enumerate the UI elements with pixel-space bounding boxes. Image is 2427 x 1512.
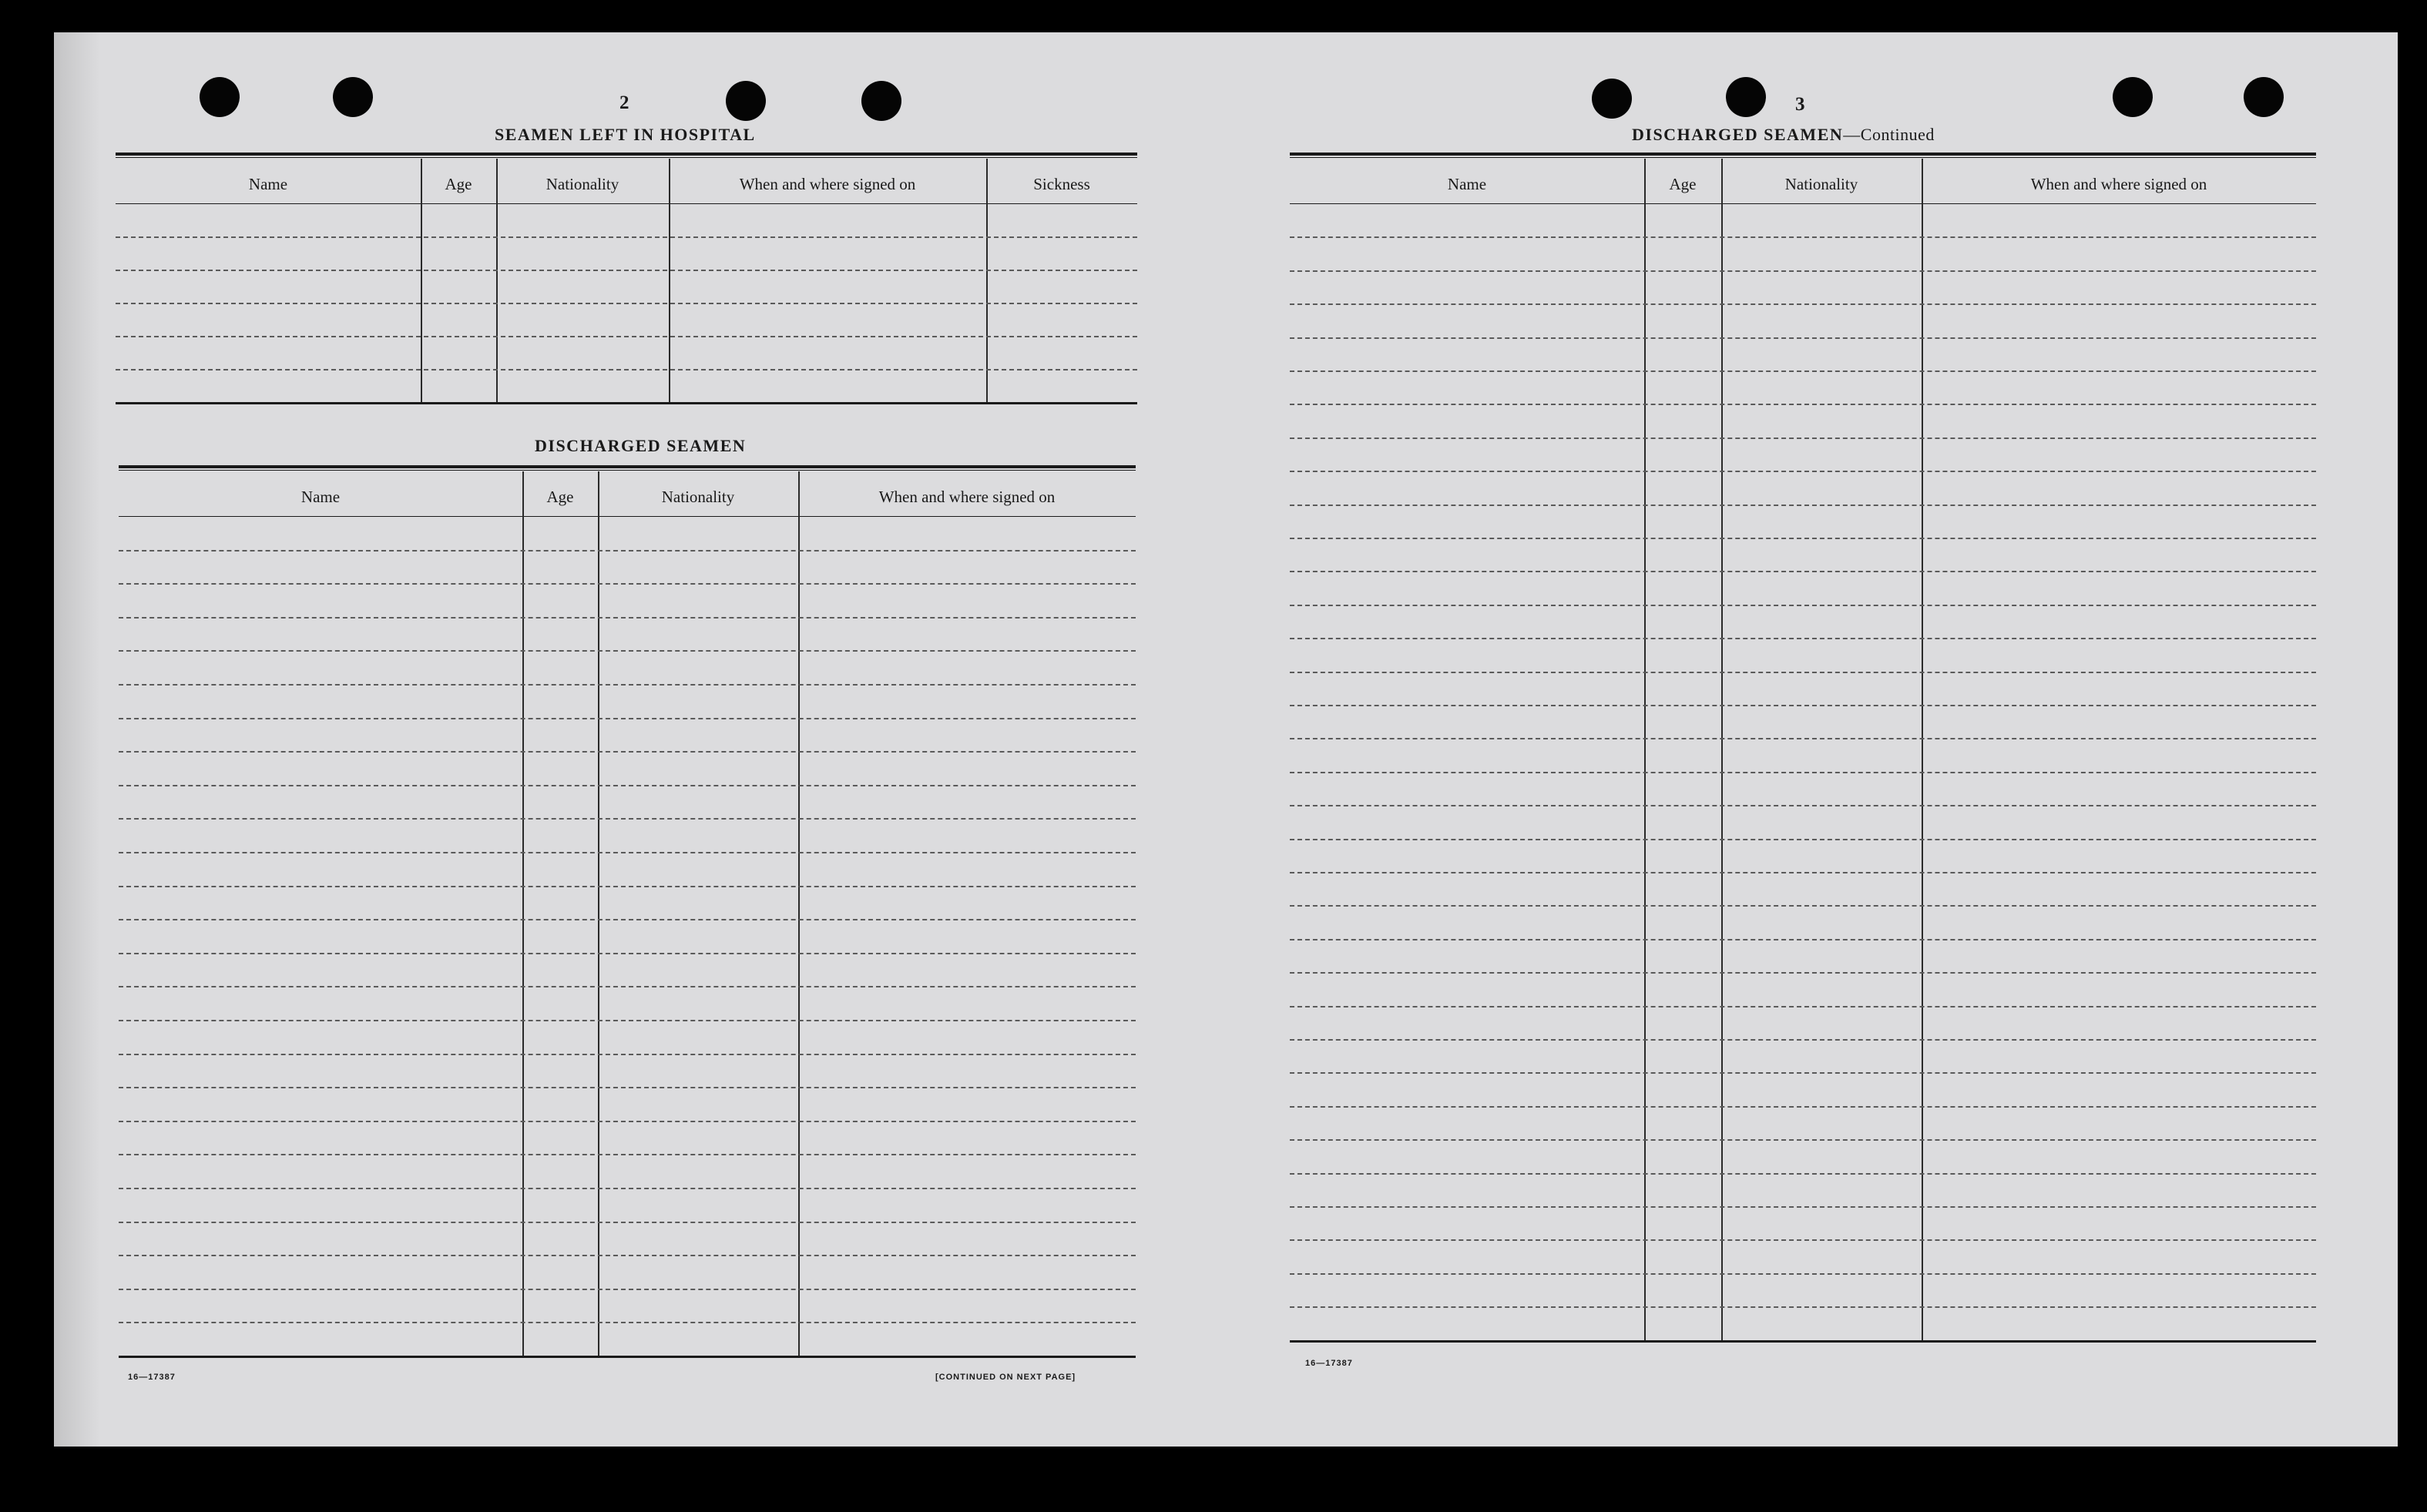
row-line (119, 718, 1136, 719)
row-line (1290, 972, 2316, 974)
row-line (119, 550, 1136, 551)
top-rule (1290, 153, 2316, 156)
column-header: Name (300, 488, 341, 506)
punch-hole (2113, 77, 2153, 117)
row-line (1290, 905, 2316, 907)
punch-hole (1726, 77, 1766, 117)
row-line (1290, 270, 2316, 272)
hospital-section-title: SEAMEN LEFT IN HOSPITAL (495, 125, 756, 144)
bottom-rule (116, 402, 1137, 404)
row-line (119, 818, 1136, 820)
row-line (1290, 1239, 2316, 1241)
discharged-continued-table (1290, 153, 2316, 1382)
row-line (119, 1154, 1136, 1155)
column-header: Name (1447, 175, 1487, 193)
row-line (1290, 1072, 2316, 1074)
row-line (119, 986, 1136, 987)
discharged-section-title: DISCHARGED SEAMEN (535, 436, 747, 455)
row-line (1290, 939, 2316, 940)
header-rule (119, 516, 1136, 517)
row-line (119, 684, 1136, 686)
row-line (119, 1121, 1136, 1122)
column-header: Sickness (1033, 175, 1090, 193)
row-line (119, 617, 1136, 619)
row-line (119, 785, 1136, 786)
form-code-right: 16—17387 (1305, 1359, 1353, 1368)
bottom-rule (119, 1356, 1136, 1358)
row-line (119, 953, 1136, 954)
row-line (1290, 605, 2316, 606)
punch-hole (200, 77, 240, 117)
row-line (1290, 1273, 2316, 1275)
discharged-continued-title-main: DISCHARGED SEAMEN (1632, 125, 1844, 144)
row-line (119, 1188, 1136, 1189)
continued-note: [CONTINUED ON NEXT PAGE] (935, 1373, 1076, 1382)
form-code-left: 16—17387 (128, 1373, 176, 1382)
row-line (116, 270, 1137, 271)
top-rule (116, 153, 1137, 156)
row-line (1290, 1173, 2316, 1175)
row-line (119, 1087, 1136, 1088)
page-number-right: 3 (1795, 94, 1805, 115)
row-line (1290, 738, 2316, 739)
column-divider (496, 159, 498, 402)
row-line (1290, 370, 2316, 372)
punch-hole (2244, 77, 2284, 117)
row-line (1290, 538, 2316, 539)
row-line (116, 236, 1137, 238)
row-line (1290, 236, 2316, 238)
column-divider (522, 471, 524, 1356)
row-line (119, 1255, 1136, 1256)
column-divider (598, 471, 599, 1356)
top-rule (119, 465, 1136, 468)
row-line (116, 336, 1137, 337)
column-header: When and where signed on (2030, 175, 2207, 193)
row-line (1290, 1006, 2316, 1007)
row-line (1290, 1206, 2316, 1208)
row-line (119, 650, 1136, 652)
row-line (1290, 1139, 2316, 1141)
column-header: Age (445, 175, 472, 193)
bottom-rule (1290, 1340, 2316, 1343)
column-divider (798, 471, 800, 1356)
column-header: Nationality (1784, 175, 1858, 193)
column-header: Age (1669, 175, 1697, 193)
top-rule-thin (119, 470, 1136, 471)
column-header: Nationality (661, 488, 735, 506)
header-rule (1290, 203, 2316, 204)
row-line (1290, 638, 2316, 639)
discharged-continued-title-suffix: —Continued (1843, 125, 1935, 144)
column-divider (669, 159, 670, 402)
row-line (1290, 404, 2316, 405)
discharged-table (119, 465, 1136, 1397)
row-line (1290, 471, 2316, 472)
row-line (119, 919, 1136, 920)
row-line (1290, 1039, 2316, 1041)
row-line (1290, 705, 2316, 706)
column-header: Nationality (545, 175, 619, 193)
row-line (119, 751, 1136, 753)
page-number-left: 2 (619, 92, 629, 113)
row-line (1290, 438, 2316, 439)
row-line (119, 1289, 1136, 1290)
row-line (1290, 772, 2316, 773)
punch-hole (1592, 79, 1632, 119)
column-divider (986, 159, 988, 402)
row-line (119, 886, 1136, 887)
row-line (119, 1020, 1136, 1021)
column-header: When and where signed on (878, 488, 1056, 506)
punch-hole (726, 81, 766, 121)
row-line (116, 303, 1137, 304)
row-line (1290, 505, 2316, 506)
column-divider (1721, 159, 1723, 1340)
row-line (119, 1054, 1136, 1055)
column-divider (1644, 159, 1646, 1340)
row-line (1290, 303, 2316, 305)
row-line (119, 1222, 1136, 1223)
row-line (1290, 672, 2316, 673)
row-line (119, 583, 1136, 585)
row-line (116, 369, 1137, 370)
column-header: Age (546, 488, 574, 506)
row-line (1290, 1306, 2316, 1308)
discharged-continued-title (1632, 125, 1935, 145)
row-line (1290, 839, 2316, 840)
row-line (119, 1322, 1136, 1323)
top-rule-thin (1290, 157, 2316, 158)
punch-hole (333, 77, 373, 117)
row-line (119, 852, 1136, 853)
column-divider (421, 159, 422, 402)
scanned-ledger-sheet (54, 32, 2398, 1447)
punch-hole (861, 81, 901, 121)
row-line (1290, 872, 2316, 873)
row-line (1290, 337, 2316, 339)
top-rule-thin (116, 157, 1137, 158)
header-rule (116, 203, 1137, 204)
column-divider (1922, 159, 1923, 1340)
row-line (1290, 571, 2316, 572)
row-line (1290, 1106, 2316, 1108)
hospital-table (116, 153, 1137, 450)
row-line (1290, 805, 2316, 806)
column-header: Name (248, 175, 288, 193)
column-header: When and where signed on (739, 175, 916, 193)
